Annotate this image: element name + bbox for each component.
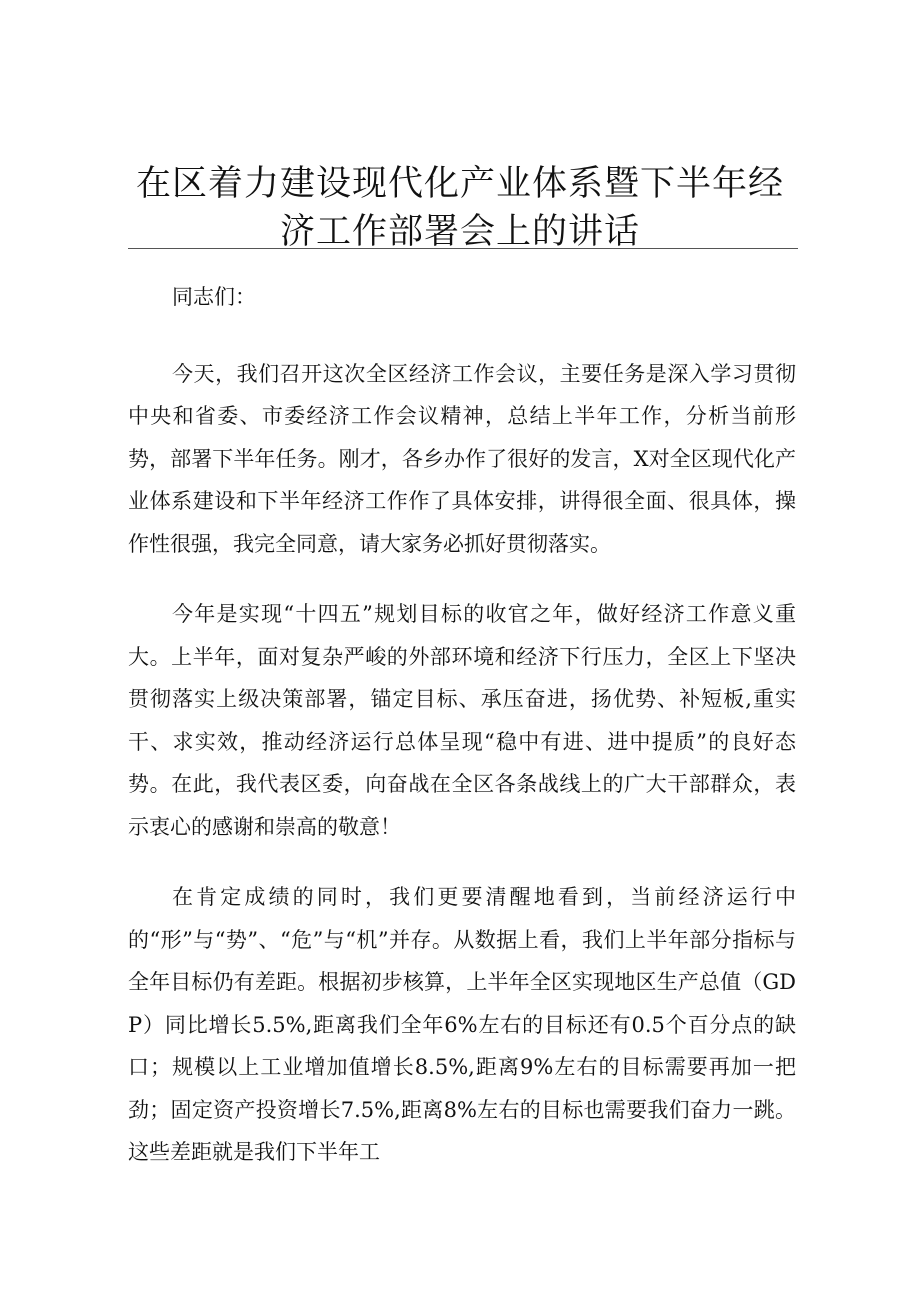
- greeting: 同志们：: [172, 285, 256, 309]
- paragraph-1: 今天，我们召开这次全区经济工作会议，主要任务是深入学习贯彻中央和省委、市委经济工作会议精神，总结上半年工作，分析当前形势，部署下半年任务。刚才，各乡办作了很好的发言，X对全区现代化产业体系建设和下半年经济工作作了具体安排，讲得很全面、很具体，操作性很强，我完全同意，请大家务必抓好贯彻落实。: [128, 361, 796, 556]
- title-underline: [128, 248, 798, 249]
- paragraph-3: 在肯定成绩的同时，我们更要清醒地看到，当前经济运行中的“形”与“势”、“危”与“机”并存。从数据上看，我们上半年部分指标与全年目标仍有差距。根据初步核算，上半年全区实现地区生产总值（GDP）同比增长5.5%,距离我们全年6%左右的目标还有0.5个百分点的缺口；规模以上工业增加值增长8.5%,距离9%左右的目标需要再加一把劲；固定资产投资增长7.5%,距离8%左右的目标也需要我们奋力一跳。这些差距就是我们下半年工: [128, 885, 796, 1164]
- paragraph-2: 今年是实现“十四五”规划目标的收官之年，做好经济工作意义重大。上半年，面对复杂严峻的外部环境和经济下行压力，全区上下坚决贯彻落实上级决策部署，锚定目标、承压奋进，扬优势、补短板,重实干、求实效，推动经济运行总体呈现“稳中有进、进中提质”的良好态势。在此，我代表区委，向奋战在全区各条战线上的广大干部群众，表示衷心的感谢和崇高的敬意！: [128, 602, 796, 839]
- document-title: 在区着力建设现代化产业体系暨下半年经济工作部署会上的讲话: [135, 164, 784, 252]
- document-body: [128, 276, 796, 1202]
